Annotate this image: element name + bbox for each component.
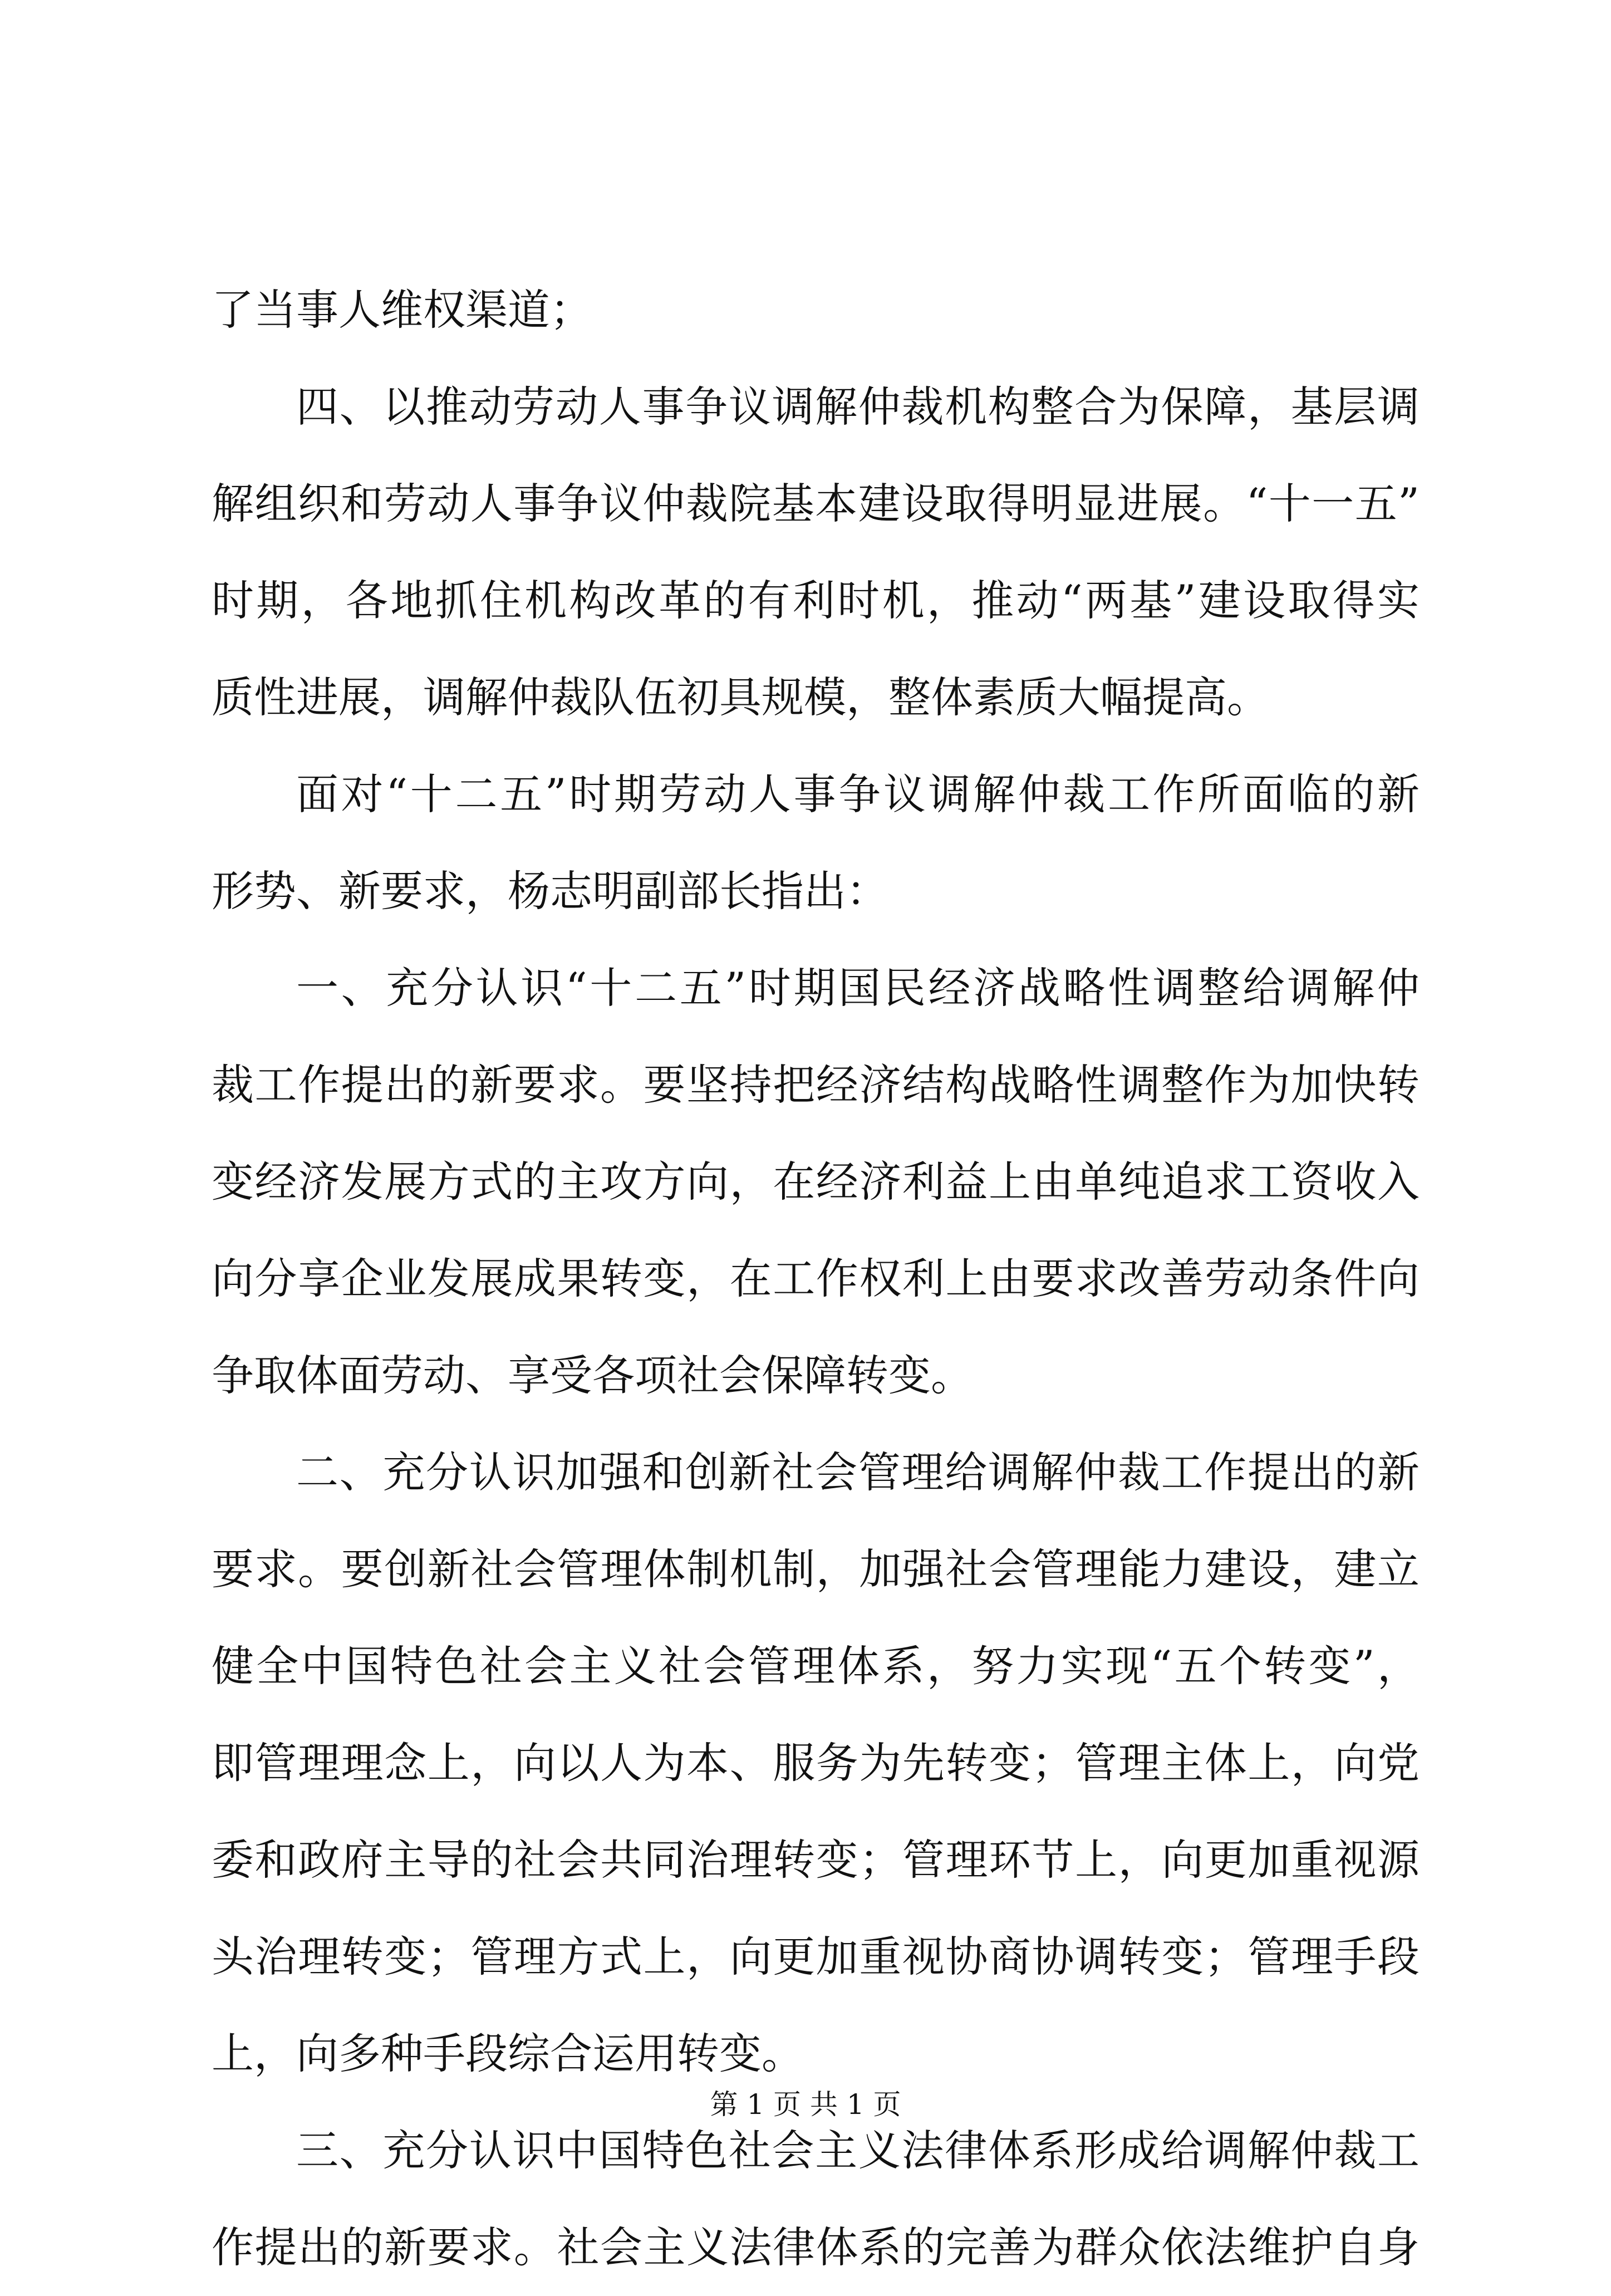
body-text [212,262,1420,2296]
text-line: 委和政府主导的社会共同治理转变；管理环节上，向更加重视源 [212,1835,1420,1885]
text-line: 四、以推动劳动人事争议调解仲裁机构整合为保障，基层调 [296,382,1420,431]
text-line: 向分享企业发展成果转变，在工作权利上由要求改善劳动条件向 [212,1254,1420,1303]
text-line: 时期，各地抓住机构改革的有利时机，推动“两基”建设取得实 [212,576,1420,625]
text-line: 三、充分认识中国特色社会主义法律体系形成给调解仲裁工 [296,2126,1420,2175]
text-line: 即管理理念上，向以人为本、服务为先转变；管理主体上，向党 [212,1738,1420,1788]
text-line: 作提出的新要求。社会主义法律体系的完善为群众依法维护自身 [212,2223,1420,2272]
text-line: 变经济发展方式的主攻方向，在经济利益上由单纯追求工资收入 [212,1157,1420,1206]
text-line: 争取体面劳动、享受各项社会保障转变。 [212,1351,973,1400]
page-footer [0,2085,1611,2124]
text-line: 了当事人维权渠道； [212,285,592,335]
text-line: 健全中国特色社会主义社会管理体系，努力实现“五个转变”， [212,1641,1420,1691]
page-number-label: 第 1 页 共 1 页 [710,2088,901,2121]
text-line: 一、充分认识“十二五”时期国民经济战略性调整给调解仲 [296,963,1420,1013]
text-line: 二、充分认识加强和创新社会管理给调解仲裁工作提出的新 [296,1448,1420,1497]
text-line: 要求。要创新社会管理体制机制，加强社会管理能力建设，建立 [212,1544,1420,1594]
text-line: 质性进展，调解仲裁队伍初具规模，整体素质大幅提高。 [212,673,1269,722]
text-line: 面对“十二五”时期劳动人事争议调解仲裁工作所面临的新 [296,769,1420,819]
text-line: 解组织和劳动人事争议仲裁院基本建设取得明显进展。“十一五” [212,479,1420,528]
text-line: 形势、新要求，杨志明副部长指出： [212,866,888,916]
text-line: 头治理转变；管理方式上，向更加重视协商协调转变；管理手段 [212,1932,1420,1981]
text-line: 裁工作提出的新要求。要坚持把经济结构战略性调整作为加快转 [212,1060,1420,1110]
text-line: 上，向多种手段综合运用转变。 [212,2029,804,2078]
